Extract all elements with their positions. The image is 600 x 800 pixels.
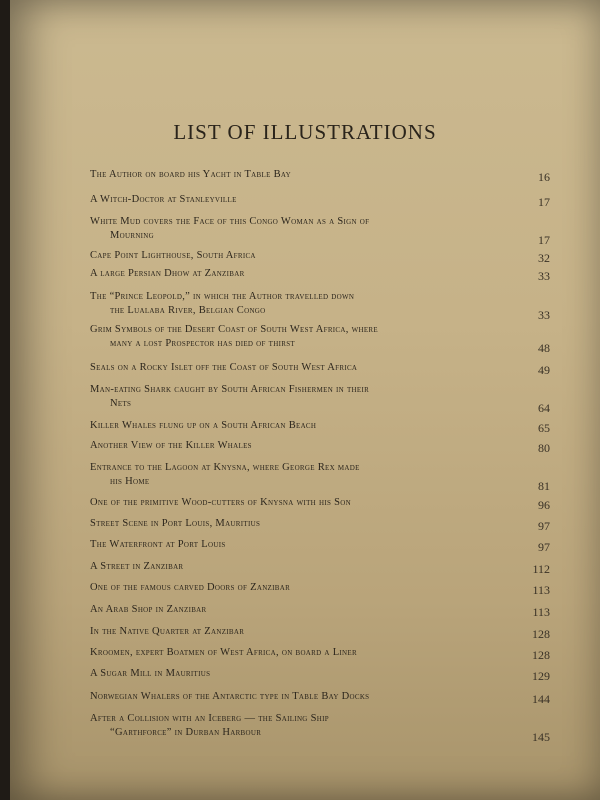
list-item <box>90 625 550 641</box>
illustration-caption <box>90 560 500 574</box>
caption-line: Another View of the Killer Whales <box>90 440 252 451</box>
illustration-caption <box>90 581 500 595</box>
page-number: 97 <box>538 519 550 533</box>
caption-line: Kroomen, expert Boatmen of West Africa, on board a Liner <box>90 647 357 658</box>
page-number: 64 <box>538 401 550 415</box>
caption-line: One of the famous carved Doors of Zanzibar <box>90 582 291 593</box>
page-number: 96 <box>538 498 550 512</box>
page-number: 144 <box>532 692 550 706</box>
caption-line: White Mud covers the Face of this Congo Woman as a Sign of <box>90 216 370 227</box>
illustration-caption <box>90 249 500 263</box>
caption-line: Norwegian Whalers of the Antarctic type in Table Bay Docks <box>90 691 370 702</box>
caption-line: An Arab Shop in Zanzibar <box>90 604 207 615</box>
illustration-caption <box>90 290 500 318</box>
caption-line: After a Collision with an Iceberg — the Sailing Ship <box>90 713 329 724</box>
illustration-caption <box>90 690 500 704</box>
illustration-caption <box>90 646 500 660</box>
list-item <box>90 193 550 209</box>
page-number: 128 <box>532 627 550 641</box>
caption-line: The “Prince Leopold,” in which the Author travelled down <box>90 291 355 302</box>
illustration-caption <box>90 538 500 552</box>
illustration-list <box>10 0 600 800</box>
page-title: LIST OF ILLUSTRATIONS <box>173 120 437 144</box>
caption-continuation: Nets <box>110 398 132 409</box>
caption-line: A Sugar Mill in Mauritius <box>90 668 211 679</box>
list-item <box>90 646 550 662</box>
book-page <box>10 0 600 800</box>
illustration-caption <box>90 267 500 281</box>
page-number: 81 <box>538 479 550 493</box>
page-number: 129 <box>532 669 550 683</box>
page-number: 49 <box>538 363 550 377</box>
list-item <box>90 419 550 435</box>
illustration-caption <box>90 625 500 639</box>
list-item <box>90 581 550 597</box>
page-number: 113 <box>532 583 550 597</box>
illustration-caption <box>90 667 500 681</box>
illustration-caption <box>90 517 500 531</box>
caption-line: The Author on board his Yacht in Table Bay <box>90 169 291 180</box>
page-number: 113 <box>532 605 550 619</box>
page-number: 48 <box>538 341 550 355</box>
list-item <box>90 603 550 619</box>
caption-line: Cape Point Lighthouse, South Africa <box>90 250 256 261</box>
caption-line: Entrance to the Lagoon at Knysna, where George Rex made <box>90 462 360 473</box>
list-item <box>90 290 550 322</box>
list-item <box>90 496 550 512</box>
illustration-caption <box>90 712 500 740</box>
list-item <box>90 667 550 683</box>
illustration-caption <box>90 439 500 453</box>
list-item <box>90 249 550 265</box>
page-number: 112 <box>532 562 550 576</box>
list-item <box>90 560 550 576</box>
caption-line: One of the primitive Wood-cutters of Knysna with his Son <box>90 497 351 508</box>
illustration-caption <box>90 168 500 182</box>
page-number: 32 <box>538 251 550 265</box>
list-item <box>90 712 550 744</box>
caption-line: A Street in Zanzibar <box>90 561 184 572</box>
page-number: 65 <box>538 421 550 435</box>
list-item <box>90 439 550 455</box>
caption-line: Seals on a Rocky Islet off the Coast of South West Africa <box>90 362 358 373</box>
list-item <box>90 461 550 493</box>
caption-line: Killer Whales flung up on a South African Beach <box>90 420 317 431</box>
illustration-caption <box>90 323 500 351</box>
caption-continuation: his Home <box>110 476 150 487</box>
list-item <box>90 517 550 533</box>
list-item <box>90 383 550 415</box>
caption-line: A large Persian Dhow at Zanzibar <box>90 268 245 279</box>
caption-line: In the Native Quarter at Zanzibar <box>90 626 245 637</box>
caption-continuation: many a lost Prospector has died of thirst <box>110 338 295 349</box>
page-number: 16 <box>538 170 550 184</box>
caption-line: A Witch-Doctor at Stanleyville <box>90 194 237 205</box>
caption-continuation: the Lualaba River, Belgian Congo <box>110 305 266 316</box>
caption-line: Man-eating Shark caught by South African Fishermen in their <box>90 384 370 395</box>
list-item <box>90 323 550 355</box>
illustration-caption <box>90 496 500 510</box>
illustration-caption <box>90 461 500 489</box>
list-item <box>90 215 550 247</box>
page-number: 17 <box>538 195 550 209</box>
caption-continuation: “Garthforce” in Durban Harbour <box>110 727 262 738</box>
page-number: 97 <box>538 540 550 554</box>
page-number: 80 <box>538 441 550 455</box>
caption-line: Street Scene in Port Louis, Mauritius <box>90 518 261 529</box>
page-number: 128 <box>532 648 550 662</box>
illustration-caption <box>90 193 500 207</box>
illustration-caption <box>90 419 500 433</box>
illustration-caption <box>90 361 500 375</box>
list-item <box>90 168 550 184</box>
caption-continuation: Mourning <box>110 230 155 241</box>
list-item <box>90 267 550 283</box>
page-number: 145 <box>532 730 550 744</box>
list-item <box>90 690 550 706</box>
page-number: 33 <box>538 308 550 322</box>
caption-line: Grim Symbols of the Desert Coast of South West Africa, where <box>90 324 378 335</box>
illustration-caption <box>90 603 500 617</box>
page-number: 17 <box>538 233 550 247</box>
page-number: 33 <box>538 269 550 283</box>
list-item <box>90 538 550 554</box>
illustration-caption <box>90 383 500 411</box>
caption-line: The Waterfront at Port Louis <box>90 539 226 550</box>
list-item <box>90 361 550 377</box>
illustration-caption <box>90 215 500 243</box>
